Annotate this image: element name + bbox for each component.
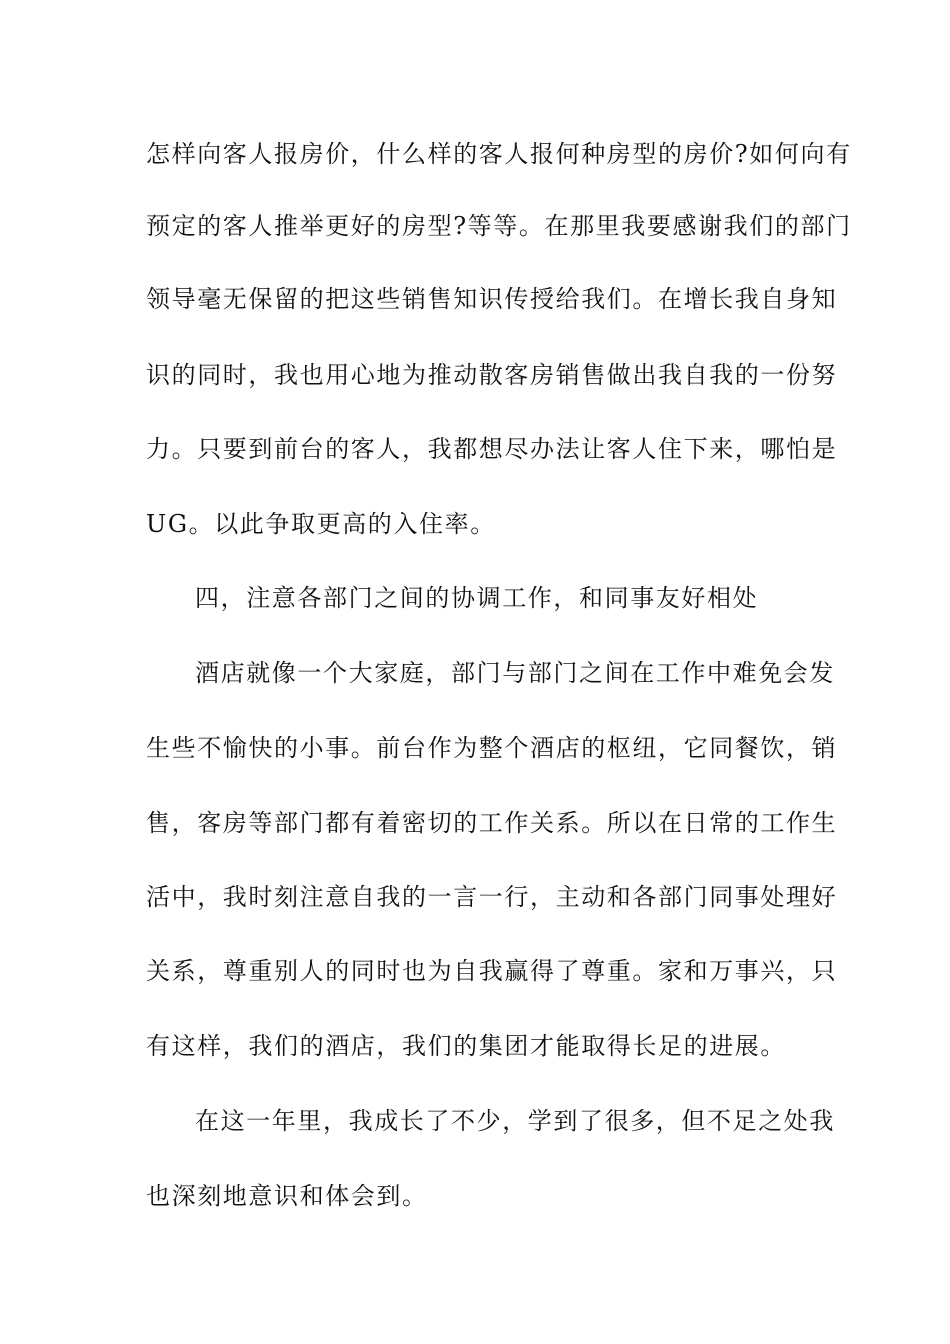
paragraph-first-line: 酒店就像一个大家庭，部门与部门之间在工作中难免会发 xyxy=(195,659,835,687)
text-line: 力。只要到前台的客人，我都想尽办法让客人住下来，哪怕是 xyxy=(146,435,838,463)
text-line: UG。以此争取更高的入住率。 xyxy=(146,510,496,538)
text-line: 活中，我时刻注意自我的一言一行，主动和各部门同事处理好 xyxy=(146,883,838,911)
text-line: 怎样向客人报房价，什么样的客人报何种房型的房价?如何向有 xyxy=(146,140,852,168)
text-line: 生些不愉快的小事。前台作为整个酒店的枢纽，它同餐饮，销 xyxy=(146,734,838,762)
paragraph-first-line: 在这一年里，我成长了不少，学到了很多，但不足之处我 xyxy=(195,1107,835,1135)
text-line: 也深刻地意识和体会到。 xyxy=(146,1182,428,1210)
text-line: 关系，尊重别人的同时也为自我赢得了尊重。家和万事兴，只 xyxy=(146,957,838,985)
text-line: 领导毫无保留的把这些销售知识传授给我们。在增长我自身知 xyxy=(146,285,838,313)
text-line: 有这样，我们的酒店，我们的集团才能取得长足的进展。 xyxy=(146,1032,786,1060)
text-line: 预定的客人推举更好的房型?等等。在那里我要感谢我们的部门 xyxy=(146,212,852,240)
section-heading: 四，注意各部门之间的协调工作，和同事友好相处 xyxy=(195,584,759,612)
text-line: 识的同时，我也用心地为推动散客房销售做出我自我的一份努 xyxy=(146,361,838,389)
text-line: 售，客房等部门都有着密切的工作关系。所以在日常的工作生 xyxy=(146,809,838,837)
